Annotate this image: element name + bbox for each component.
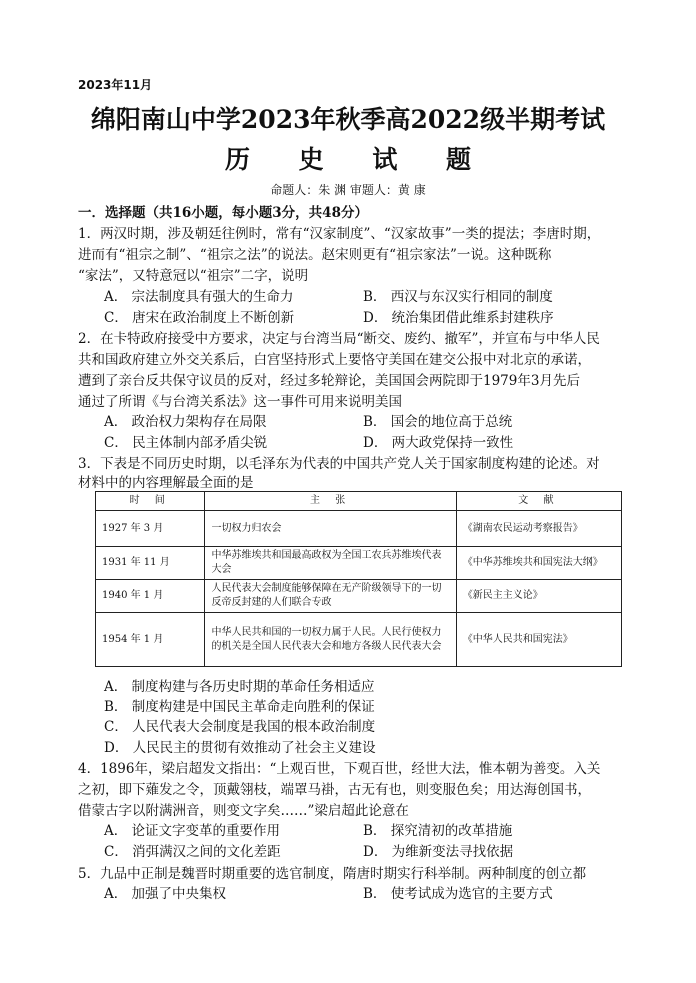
table-row [96, 613, 622, 667]
q2-line-4: 通过了所谓《与台湾关系法》这一事件可用来说明美国 [78, 394, 402, 410]
q3-line-2: 材料中的内容理解最全面的是 [78, 475, 254, 491]
q3-row4-claim: 中华人民共和国的一切权力属于人民。人民行使权力的机关是全国人民代表大会和地方各级人民代表大会 [205, 613, 456, 667]
table-row [96, 511, 622, 547]
q4-line-2: 之初，即下薙发之令，顶戴翎枝，端罩马褂，古无有也，则变服色矣；用达海创国书， [78, 782, 591, 798]
q3-row4-doc: 《中华人民共和国宪法》 [456, 613, 621, 667]
q3-table [95, 491, 622, 667]
q5-option-b[interactable]: B． 使考试成为选官的主要方式 [363, 886, 553, 902]
q2-option-a[interactable]: A． 政治权力架构存在局限 [104, 414, 267, 430]
q4-option-a[interactable]: A． 论证文字变革的重要作用 [104, 823, 281, 839]
exam-subject: 历 史 试 题 [224, 145, 492, 174]
q2-option-d[interactable]: D． 两大政党保持一致性 [363, 435, 514, 451]
q4-option-c[interactable]: C． 消弭满汉之间的文化差距 [104, 844, 281, 860]
q2-line-2: 共和国政府建立外交关系后，白宫坚持形式上要恪守美国在建交公报中对北京的承诺， [78, 352, 591, 368]
q3-header-doc: 文 献 [456, 492, 621, 511]
q1-option-b[interactable]: B． 西汉与东汉实行相同的制度 [363, 289, 553, 305]
q3-row2-claim: 中华苏维埃共和国最高政权为全国工农兵苏维埃代表大会 [205, 547, 456, 580]
q3-option-d[interactable]: D． 人民民主的贯彻有效推动了社会主义建设 [104, 740, 376, 756]
table-row [96, 547, 622, 580]
q3-header-claim: 主 张 [205, 492, 456, 511]
q3-row3-time: 1940 年 1 月 [96, 580, 205, 613]
q4-option-b[interactable]: B． 探究清初的改革措施 [363, 823, 513, 839]
q1-line-3: “家法”，又特意冠以“祖宗”二字，说明 [78, 268, 309, 284]
q2-option-c[interactable]: C． 民主体制内部矛盾尖锐 [104, 435, 268, 451]
q5-line-1: 5．九品中正制是魏晋时期重要的选官制度，隋唐时期实行科举制。两种制度的创立都 [78, 866, 587, 882]
q1-option-a[interactable]: A． 宗法制度具有强大的生命力 [104, 289, 294, 305]
q4-line-1: 4．1896年，梁启超发文指出：“上观百世，下观百世，经世大法，惟本朝为善变。入关 [78, 761, 601, 777]
q4-line-3: 借蒙古字以附满洲音，则变文字矣……”梁启超此论意在 [78, 803, 409, 819]
section-heading: 一．选择题（共16小题，每小题3分，共48分） [78, 205, 368, 221]
q5-option-a[interactable]: A． 加强了中央集权 [104, 886, 227, 902]
q3-header-time: 时 间 [96, 492, 205, 511]
q1-line-2: 进而有“祖宗之制”、“祖宗之法”的说法。赵宋则更有“祖宗家法”一说。这种既称 [78, 247, 552, 263]
q3-row4-time: 1954 年 1 月 [96, 613, 205, 667]
q3-row3-doc: 《新民主主义论》 [456, 580, 621, 613]
q3-row2-doc: 《中华苏维埃共和国宪法大纲》 [456, 547, 621, 580]
q3-row1-doc: 《湖南农民运动考察报告》 [456, 511, 621, 547]
q2-line-1: 2．在卡特政府接受中方要求，决定与台湾当局“断交、废约、撤军”，并宣布与中华人民 [78, 331, 600, 347]
q3-table-header-row [96, 492, 622, 511]
q3-row3-claim: 人民代表大会制度能够保障在无产阶级领导下的一切反帝反封建的人们联合专政 [205, 580, 456, 613]
q1-option-d[interactable]: D． 统治集团借此维系封建秩序 [363, 310, 554, 326]
q3-line-1: 3．下表是不同历史时期，以毛泽东为代表的中国共产党人关于国家制度构建的论述。对 [78, 456, 600, 472]
q2-option-b[interactable]: B． 国会的地位高于总统 [363, 414, 513, 430]
q3-row1-claim: 一切权力归农会 [205, 511, 456, 547]
q2-line-3: 遭到了亲台反共保守议员的反对，经过多轮辩论，美国国会两院即于1979年3月先后 [78, 373, 580, 389]
q3-option-c[interactable]: C． 人民代表大会制度是我国的根本政治制度 [104, 719, 376, 735]
table-row [96, 580, 622, 613]
q1-option-c[interactable]: C． 唐宋在政治制度上不断创新 [104, 310, 295, 326]
exam-date: 2023年11月 [78, 78, 153, 92]
exam-title: 绵阳南山中学2023年秋季高2022级半期考试 [90, 105, 606, 134]
q1-line-1: 1．两汉时期，涉及朝廷往例时，常有“汉家制度”、“汉家故事”一类的提法；李唐时期， [78, 226, 601, 242]
q3-row1-time: 1927 年 3 月 [96, 511, 205, 547]
q3-option-b[interactable]: B． 制度构建是中国民主革命走向胜利的保证 [104, 699, 375, 715]
q3-row2-time: 1931 年 11 月 [96, 547, 205, 580]
q4-option-d[interactable]: D． 为维新变法寻找依据 [363, 844, 514, 860]
exam-authors: 命题人：朱 渊 审题人：黄 康 [270, 183, 426, 197]
q3-option-a[interactable]: A． 制度构建与各历史时期的革命任务相适应 [104, 679, 375, 695]
